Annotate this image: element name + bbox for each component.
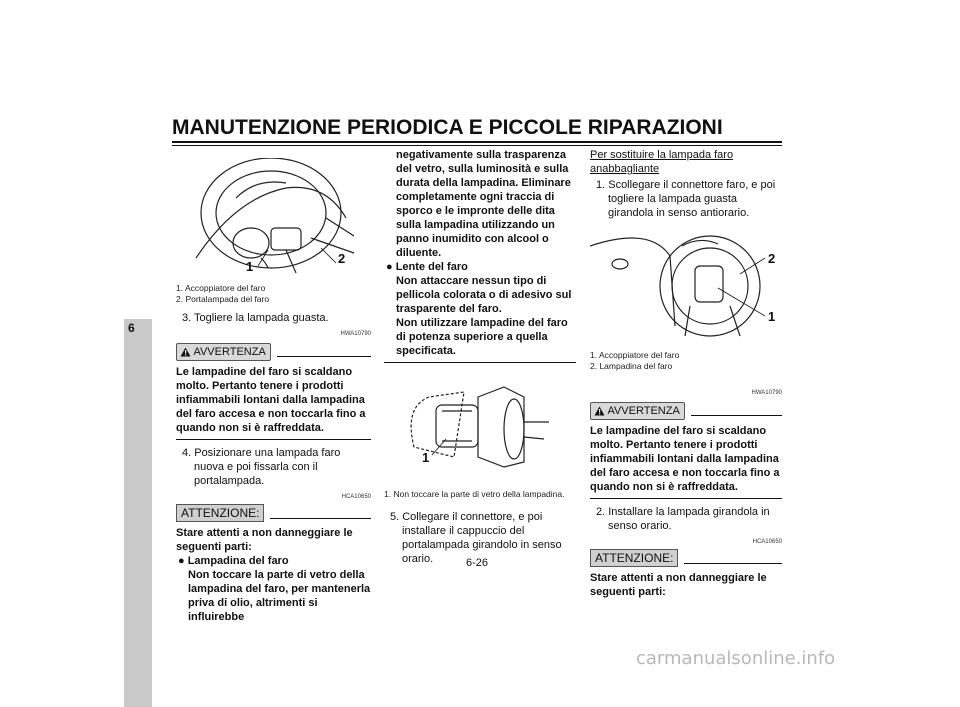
page-number: 6-26	[466, 557, 489, 569]
bullet-item: ● Lampadina del faro	[178, 555, 289, 567]
warning-header	[590, 400, 782, 420]
warning-label: AVVERTENZA	[607, 405, 680, 417]
header-rule	[172, 141, 782, 143]
caution-header	[176, 504, 371, 522]
lowbeam-illustration	[590, 226, 780, 346]
step-2: 2. Installare la lampada girandola in senso orario.	[596, 506, 770, 532]
warning-text: Le lampadine del faro si scaldano molto. Pertanto tenere i prodotti infiammabili lontani dalla lampadina del faro accesa e non toccarla fino a quando non si è raffreddata.	[590, 425, 780, 493]
warning-code: HWA10790	[751, 390, 782, 396]
subheading: Per sostituire la lampada faro anabbagliante	[590, 149, 734, 175]
caution-rule	[270, 518, 371, 519]
warning-header	[176, 341, 371, 361]
warning-end-rule	[590, 498, 782, 499]
caption-item: 2. Portalampada del faro	[176, 294, 270, 304]
step-3: 3. Togliere la lampada guasta.	[182, 312, 329, 324]
warning-code: HWA10790	[340, 331, 371, 337]
column-2	[384, 148, 576, 566]
section-tab	[124, 319, 152, 707]
figure-headlight-coupler	[176, 158, 356, 283]
warning-label: AVVERTENZA	[193, 346, 266, 358]
caution-intro: Stare attenti a non danneggiare le seguenti parti:	[176, 527, 353, 553]
headlight-coupler-illustration	[176, 158, 356, 283]
bullet-title: Lente del faro	[395, 261, 468, 273]
watermark: carmanualsonline.info	[636, 648, 836, 669]
caution-label: ATTENZIONE:	[176, 504, 264, 522]
warning-end-rule	[176, 439, 371, 440]
figure-captions	[590, 350, 782, 372]
figure-callout-1: 1	[768, 309, 776, 324]
caption-item: 2. Lampadina del faro	[590, 361, 673, 371]
caption-item: 1. Non toccare la parte di vetro della lampadina.	[384, 489, 565, 499]
caption-item: 1. Accoppiatore del faro	[176, 283, 266, 293]
caution-end-rule	[384, 362, 576, 363]
figure-callout-2: 2	[338, 251, 346, 266]
figure-lowbeam	[590, 226, 776, 346]
bullet-text: Non utilizzare lampadine del faro di potenza superiore a quella specificata.	[396, 317, 568, 357]
warning-badge	[590, 402, 685, 420]
step-1: 1. Scollegare il connettore faro, e poi togliere la lampada guasta girandola in senso antiorario.	[596, 179, 776, 219]
header-rule-thin	[172, 145, 782, 146]
warning-triangle-icon	[180, 347, 191, 357]
figure-callout-1: 1	[422, 450, 430, 465]
caution-label: ATTENZIONE:	[590, 549, 678, 567]
warning-text: Le lampadine del faro si scaldano molto. Pertanto tenere i prodotti infiammabili lontani dalla lampadina del faro accesa e non toccarla fino a quando non si è raffreddata.	[176, 366, 366, 434]
figure-captions	[384, 489, 576, 500]
warning-badge	[176, 343, 271, 361]
section-tab-number: 6	[128, 321, 135, 335]
page-title: MANUTENZIONE PERIODICA E PICCOLE RIPARAZIONI	[172, 116, 723, 139]
step-5: 5. Collegare il connettore, e poi installare il cappuccio del portalampada girandolo in senso orario.	[390, 511, 562, 565]
figure-callout-2: 2	[768, 251, 776, 266]
bullet-text-continued: negativamente sulla trasparenza del vetro, sulla luminosità e sulla durata della lampadina. Eliminare completamente ogni traccia di sporco e le impronte delle dita sulla lampadina utilizzando un panno inumidito con alcool o diluente.	[396, 149, 571, 259]
column-3	[590, 148, 782, 599]
bullet-text: Non attaccare nessun tipo di pellicola colorata o di adesivo sul trasparente del faro.	[396, 275, 572, 315]
caution-code: HCA10650	[752, 539, 782, 545]
caution-intro: Stare attenti a non danneggiare le seguenti parti:	[590, 572, 767, 598]
caution-rule	[684, 563, 782, 564]
bullet-title: Lampadina del faro	[187, 555, 289, 567]
column-1	[176, 158, 371, 624]
step-4: 4. Posizionare una lampada faro nuova e poi fissarla con il portalampada.	[182, 447, 341, 487]
figure-captions	[176, 283, 371, 305]
caution-code: HCA10650	[341, 494, 371, 500]
warning-triangle-icon	[594, 406, 605, 416]
caption-item: 1. Accoppiatore del faro	[590, 350, 680, 360]
bullet-item: ● Lente del faro	[386, 261, 468, 273]
bullet-text: Non toccare la parte di vetro della lampadina del faro, per mantenerla priva di olio, altrimenti si influirebbe	[188, 569, 371, 623]
warning-rule	[691, 415, 782, 416]
warning-rule	[277, 356, 371, 357]
figure-callout-1: 1	[246, 259, 254, 274]
caution-header	[590, 549, 782, 567]
bulb-illustration	[384, 367, 574, 485]
figure-bulb	[384, 367, 564, 485]
